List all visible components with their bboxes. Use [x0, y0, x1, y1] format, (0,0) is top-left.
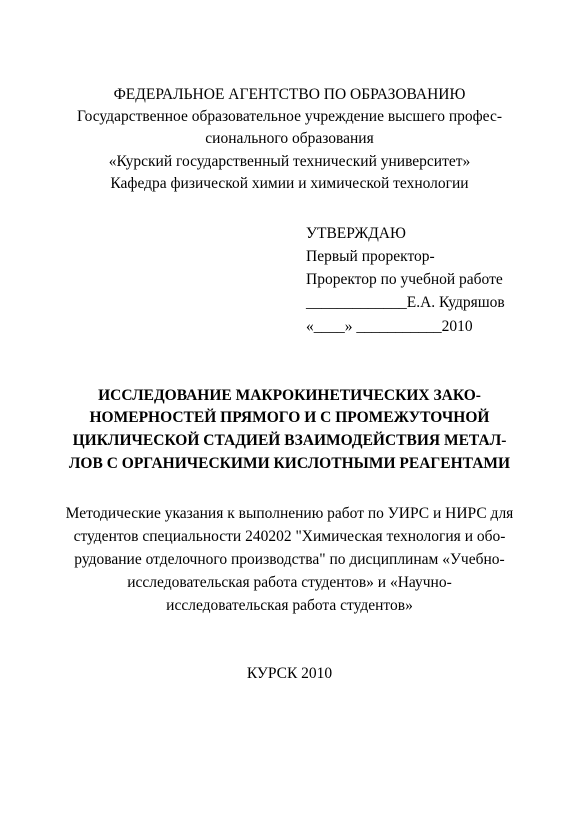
university-name: «Курский государственный технический университет» [108, 153, 471, 170]
description-line-4: исследовательская работа студентов» и «Научно- [127, 574, 452, 591]
title-line-4: ЛОВ С ОРГАНИЧЕСКИМИ КИСЛОТНЫМИ РЕАГЕНТАМИ [68, 455, 511, 472]
description-line-5: исследовательская работа студентов» [166, 597, 413, 614]
city-year: КУРСК 2010 [246, 665, 333, 682]
description-line-3: рудование отделочного производства" по дисциплинам «Учебно- [74, 551, 505, 568]
approver-position-2: Проректор по учебной работе [306, 271, 503, 288]
approver-position-1: Первый проректор- [306, 248, 435, 265]
approve-heading: УТВЕРЖДАЮ [306, 225, 406, 242]
department-name: Кафедра физической химии и химической технологии [110, 175, 469, 192]
institution-line-1: Государственное образовательное учреждение высшего профес- [77, 108, 502, 125]
institution-line-2: сионального образования [205, 130, 374, 147]
agency-name: ФЕДЕРАЛЬНОЕ АГЕНТСТВО ПО ОБРАЗОВАНИЮ [113, 86, 466, 103]
title-line-1: ИССЛЕДОВАНИЕ МАКРОКИНЕТИЧЕСКИХ ЗАКО- [98, 387, 481, 404]
approver-signature: _____________Е.А. Кудряшов [306, 294, 505, 311]
approval-date: «____» ___________2010 [306, 318, 473, 335]
title-line-2: НОМЕРНОСТЕЙ ПРЯМОГО И С ПРОМЕЖУТОЧНОЙ [89, 409, 490, 426]
description-line-1: Методические указания к выполнению работ по УИРС и НИРС для [65, 505, 514, 522]
description-line-2: студентов специальности 240202 "Химическая технология и обо- [73, 528, 506, 545]
title-line-3: ЦИКЛИЧЕСКОЙ СТАДИЕЙ ВЗАИМОДЕЙСТВИЯ МЕТАЛ- [72, 432, 507, 449]
